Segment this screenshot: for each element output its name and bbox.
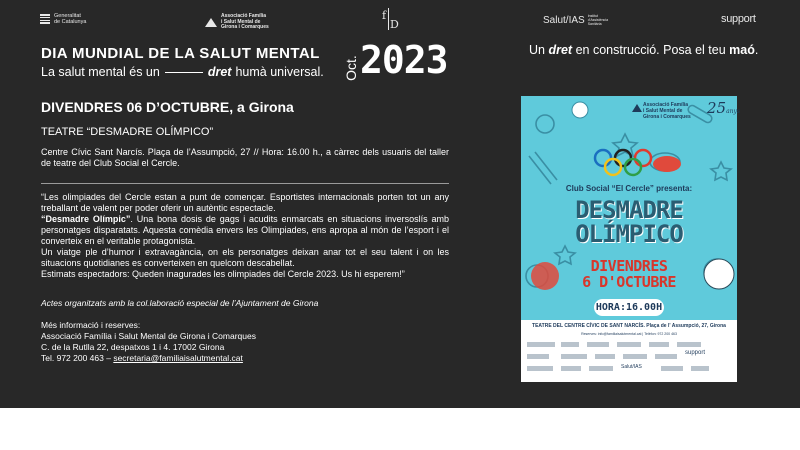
fd-divider bbox=[388, 8, 389, 30]
poster-salut-logo: Salut/IAS bbox=[621, 364, 642, 370]
associacio-line-1: Associació Família bbox=[221, 13, 267, 19]
subtitle-blank-line bbox=[165, 72, 203, 73]
poster-anniversary-number: 25 bbox=[707, 99, 727, 117]
contact-phone: Tel. 972 200 463 – bbox=[41, 353, 111, 363]
ring-blue bbox=[595, 150, 611, 166]
salut-logo bbox=[543, 14, 608, 26]
tagline-end: . bbox=[754, 43, 759, 57]
page-title: DIA MUNDIAL DE LA SALUT MENTAL bbox=[41, 45, 320, 62]
poster-sponsor-chip bbox=[661, 366, 683, 371]
tagline bbox=[529, 43, 758, 57]
poster-sponsor-chip bbox=[561, 354, 587, 359]
generalitat-logo bbox=[40, 13, 86, 25]
poster-anniversary-anys: anys bbox=[726, 108, 741, 115]
poster-assoc-line-1: Associació Família bbox=[643, 102, 689, 108]
fd-logo bbox=[380, 8, 414, 30]
contact-info bbox=[41, 320, 256, 364]
divider bbox=[41, 183, 449, 184]
event-poster bbox=[521, 96, 741, 382]
page-subtitle bbox=[41, 65, 324, 79]
salut-small-2: d'Assistència bbox=[587, 18, 609, 22]
tagline-pre: Un bbox=[529, 43, 545, 57]
event-description bbox=[41, 192, 449, 280]
poster-ball-icon bbox=[536, 115, 554, 133]
associacio-logo bbox=[205, 14, 269, 31]
poster-presenta: Club Social “El Cercle” presenta: bbox=[565, 184, 693, 193]
generalitat-line-2: de Catalunya bbox=[54, 19, 87, 25]
description-bold-title: “Desmadre Olímpic” bbox=[41, 214, 131, 224]
poster-sponsor-chip bbox=[623, 354, 647, 359]
subtitle-post: humà universal. bbox=[235, 65, 324, 79]
poster-day bbox=[521, 258, 737, 290]
poster-sponsor-chip bbox=[691, 366, 709, 371]
poster-sponsor-chip bbox=[617, 342, 641, 347]
poster-sponsor-chip bbox=[589, 366, 613, 371]
fd-letter-f: f bbox=[382, 9, 387, 22]
poster-footer bbox=[521, 320, 737, 382]
poster-assoc-logo bbox=[643, 102, 705, 120]
poster-sponsor-chip bbox=[655, 354, 677, 359]
ring-red bbox=[635, 150, 651, 166]
description-paragraph-2 bbox=[41, 214, 449, 247]
poster-sponsor-chip bbox=[595, 354, 615, 359]
poster-sponsor-chip bbox=[527, 354, 549, 359]
event-theatre-title: TEATRE “DESMADRE OLÍMPICO” bbox=[41, 126, 214, 138]
poster-day-2: 6 D'OCTUBRE bbox=[582, 273, 676, 291]
contact-line-2: Associació Família i Salut Mental de Girona i Comarques bbox=[41, 331, 256, 341]
poster-support-logo: support bbox=[685, 350, 706, 356]
event-details: Centre Cívic Sant Narcís. Plaça de l’Assumpció, 27 // Hora: 16.00 h., a càrrec dels usuaris del taller de teatre del Club Social el Cercle. bbox=[41, 147, 449, 168]
poster-title-2: OLÍMPICO bbox=[575, 220, 683, 248]
associacio-line-2: i Salut Mental de bbox=[221, 18, 261, 25]
subtitle-pre: La salut mental és un bbox=[41, 65, 160, 79]
event-date-title: DIVENDRES 06 D’OCTUBRE, a Girona bbox=[41, 99, 294, 115]
tagline-mid: en construcció. Posa el teu bbox=[575, 43, 726, 57]
contact-email-link[interactable]: secretaria@familiaisalutmental.cat bbox=[113, 353, 243, 363]
poster-sponsor-chip bbox=[561, 366, 581, 371]
support-logo: support bbox=[721, 13, 756, 25]
tagline-emphasis: dret bbox=[548, 43, 573, 57]
year-label: 2023 bbox=[360, 38, 448, 82]
poster-hour: HORA:16.00H bbox=[594, 299, 664, 316]
poster-day-1: DIVENDRES bbox=[590, 257, 668, 275]
contact-line-4 bbox=[41, 353, 256, 364]
associacio-line-3: Girona i Comarques bbox=[221, 24, 269, 30]
olympic-rings-icon bbox=[591, 148, 671, 178]
month-label: Oct. bbox=[343, 55, 359, 81]
poster-assoc-line-3: Girona i Comarques bbox=[643, 114, 691, 120]
description-paragraph-1: “Les olimpiades del Cercle estan a punt de començar. Esportistes internacionals porten tot un any treballant de valent per poder oferir un autèntic espectacle. bbox=[41, 192, 449, 213]
generalitat-mark-icon bbox=[40, 14, 50, 24]
poster-assoc-line-2: i Salut Mental de bbox=[643, 108, 683, 114]
poster-sponsor-chip bbox=[587, 342, 609, 347]
contact-line-1: Més informació i reserves: bbox=[41, 320, 141, 330]
poster-sponsor-chip bbox=[677, 342, 701, 347]
ring-yellow bbox=[605, 159, 621, 175]
poster-sponsor-chip bbox=[649, 342, 669, 347]
poster-sponsor-chip bbox=[527, 366, 553, 371]
organized-note: Actes organitzats amb la col.laboració especial de l’Ajuntament de Girona bbox=[41, 298, 319, 308]
poster-assoc-mark-icon bbox=[632, 104, 642, 112]
subtitle-emphasis: dret bbox=[207, 65, 232, 79]
salut-small-3: Sanitària bbox=[587, 22, 602, 26]
poster-reserve: Reserves: info@familiaisalutmental.cat | Telèfon: 972 200 463 bbox=[581, 332, 677, 336]
description-paragraph-4: Estimats espectadors: Queden inagurades les olimpiades del Cercle 2023. Us hi esperem!” bbox=[41, 269, 405, 279]
poster-anniversary bbox=[707, 99, 740, 117]
tagline-bold: maó bbox=[729, 43, 755, 57]
poster-venue: TEATRE DEL CENTRE CÍVIC DE SANT NARCÍS. Plaça de l' Assumpció, 27, Girona bbox=[532, 323, 726, 329]
ring-black bbox=[615, 150, 631, 166]
ring-green bbox=[625, 159, 641, 175]
contact-line-3: C. de la Rutlla 22, despatxos 1 i 4. 17002 Girona bbox=[41, 342, 225, 352]
poster-star-icon-2 bbox=[711, 162, 731, 180]
poster-white-ball-icon bbox=[572, 102, 588, 118]
salut-logo-text: Salut/IAS bbox=[543, 14, 585, 26]
generalitat-line-1: Generalitat bbox=[54, 13, 81, 19]
salut-small-1: Institut bbox=[587, 14, 599, 18]
associacio-mark-icon bbox=[205, 18, 217, 27]
bottom-whitespace bbox=[0, 408, 800, 450]
poster-racket-icon bbox=[529, 152, 557, 184]
poster-sponsor-chip bbox=[561, 342, 579, 347]
description-paragraph-2-text: . Una bona dosis de gags i acudits enmarcats en situacions inversoslís amb personatges disparatats. Aquesta comèdia envers les Olimpiades, ens apropa al món de l’esport i el converteix en el veritable protagonista. bbox=[41, 214, 449, 246]
fd-letter-d: D bbox=[390, 18, 399, 31]
poster-sponsor-chip bbox=[527, 342, 555, 347]
poster-title-1: DESMADRE bbox=[575, 196, 683, 224]
description-paragraph-3: Un viatge ple d’humor i extravagància, on els personatges deixan anar tot el seu talent i on les situacions quotidianes es converteixen en quelcom descabellat. bbox=[41, 247, 449, 268]
